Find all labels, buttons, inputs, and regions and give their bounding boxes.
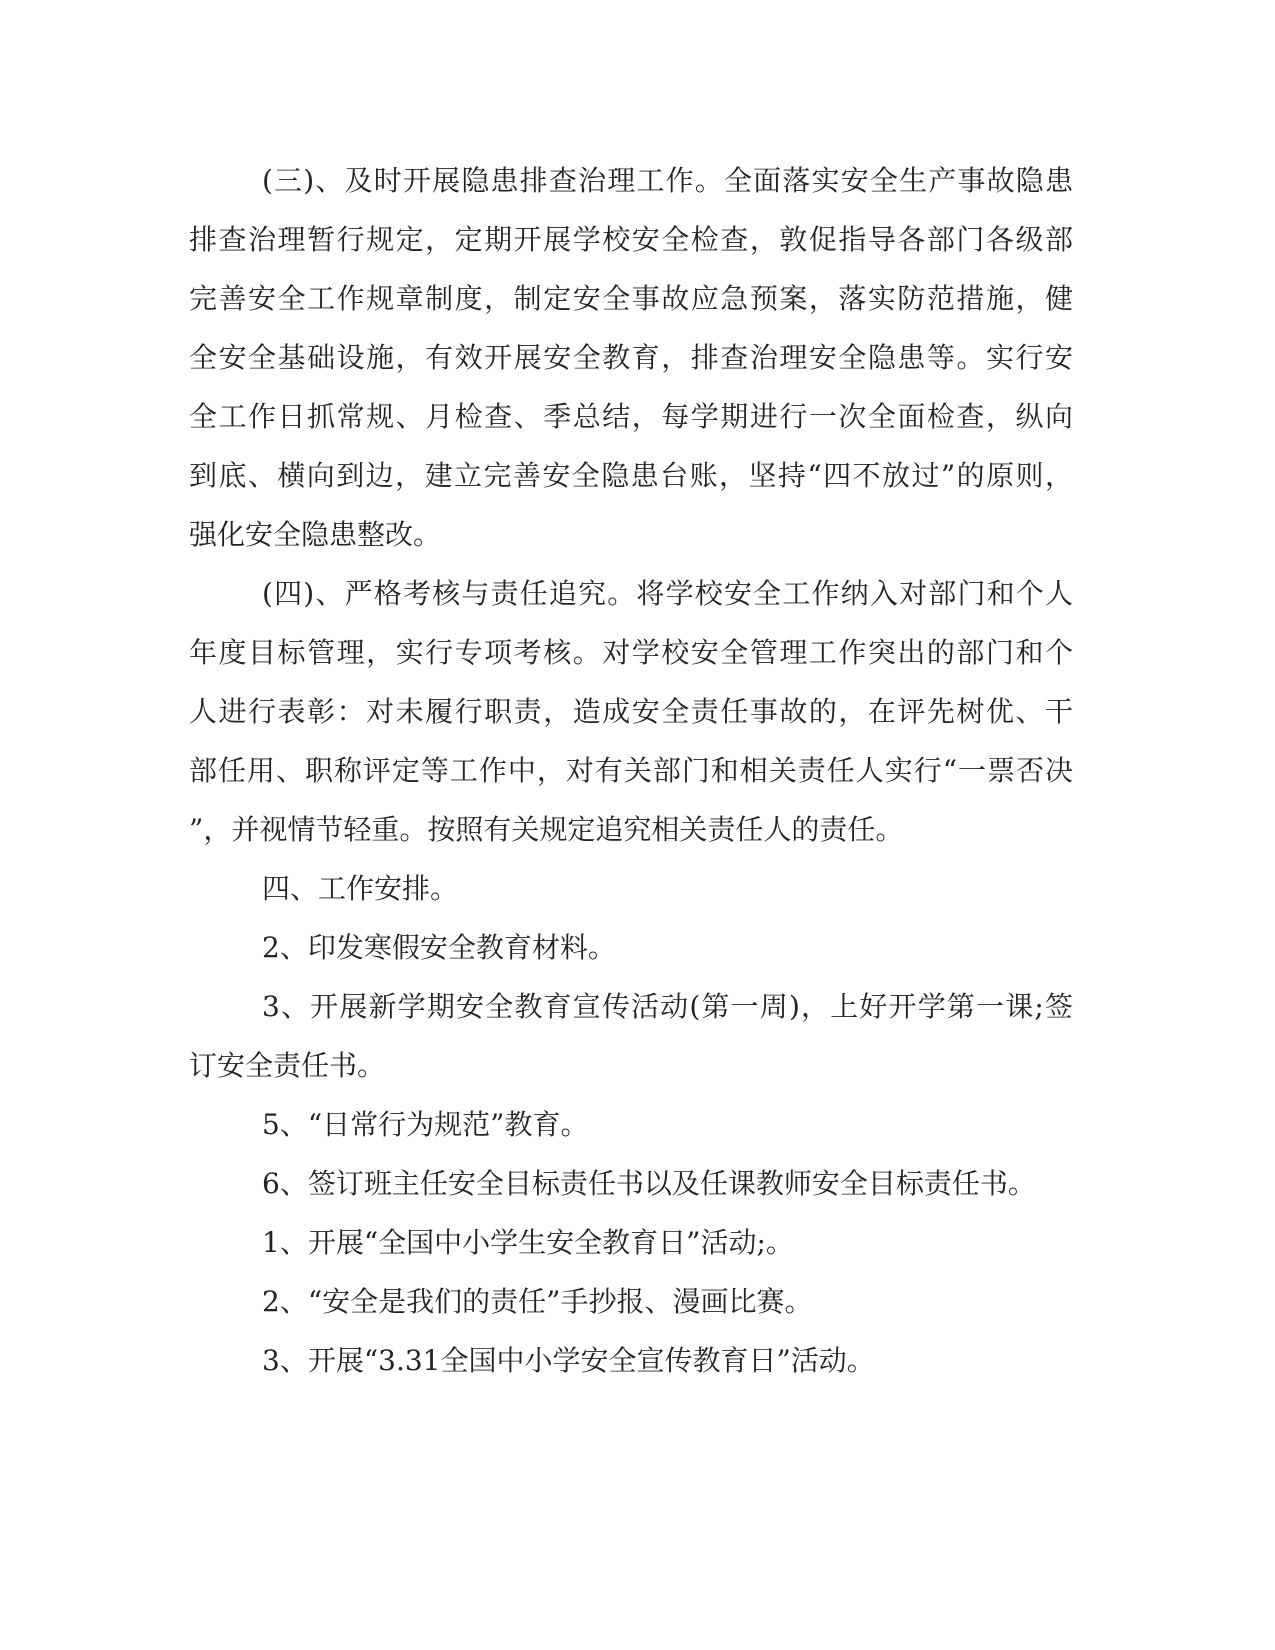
- paragraph-3-line-5: 全工作日抓常规、月检查、季总结，每学期进行一次全面检查，纵向: [189, 400, 1073, 433]
- list-item: 5、“日常行为规范”教育。: [262, 1108, 589, 1141]
- list-item: 3、开展“3.31全国中小学安全宣传教育日”活动。: [262, 1344, 875, 1377]
- paragraph-4-line-5: ”，并视情节轻重。按照有关规定追究相关责任人的责任。: [189, 813, 904, 846]
- list-item-continuation: 订安全责任书。: [189, 1049, 386, 1082]
- paragraph-3-line-3: 完善安全工作规章制度，制定安全事故应急预案，落实防范措施，健: [189, 282, 1073, 315]
- paragraph-3-line-6: 到底、横向到边，建立完善安全隐患台账，坚持“四不放过”的原则，: [189, 459, 1073, 492]
- list-item: 2、“安全是我们的责任”手抄报、漫画比赛。: [262, 1285, 813, 1318]
- paragraph-4-line-3: 人进行表彰：对未履行职责，造成安全责任事故的，在评先树优、干: [189, 695, 1073, 728]
- paragraph-3-line-1: (三)、及时开展隐患排查治理工作。全面落实安全生产事故隐患: [262, 164, 1073, 197]
- section-heading: 四、工作安排。: [262, 872, 459, 905]
- paragraph-4-line-2: 年度目标管理，实行专项考核。对学校安全管理工作突出的部门和个: [189, 636, 1073, 669]
- paragraph-3-line-7: 强化安全隐患整改。: [189, 518, 442, 551]
- paragraph-4-line-1: (四)、严格考核与责任追究。将学校安全工作纳入对部门和个人: [262, 577, 1073, 610]
- list-item: 6、签订班主任安全目标责任书以及任课教师安全目标责任书。: [262, 1167, 1036, 1200]
- paragraph-3-line-4: 全安全基础设施，有效开展安全教育，排查治理安全隐患等。实行安: [189, 341, 1073, 374]
- list-item: 2、印发寒假安全教育材料。: [262, 931, 616, 964]
- paragraph-4-line-4: 部任用、职称评定等工作中，对有关部门和相关责任人实行“一票否决: [189, 754, 1073, 787]
- paragraph-3-line-2: 排查治理暂行规定，定期开展学校安全检查，敦促指导各部门各级部: [189, 223, 1073, 256]
- list-item: 3、开展新学期安全教育宣传活动(第一周)，上好开学第一课;签: [262, 990, 1073, 1023]
- list-item: 1、开展“全国中小学生安全教育日”活动;。: [262, 1226, 794, 1259]
